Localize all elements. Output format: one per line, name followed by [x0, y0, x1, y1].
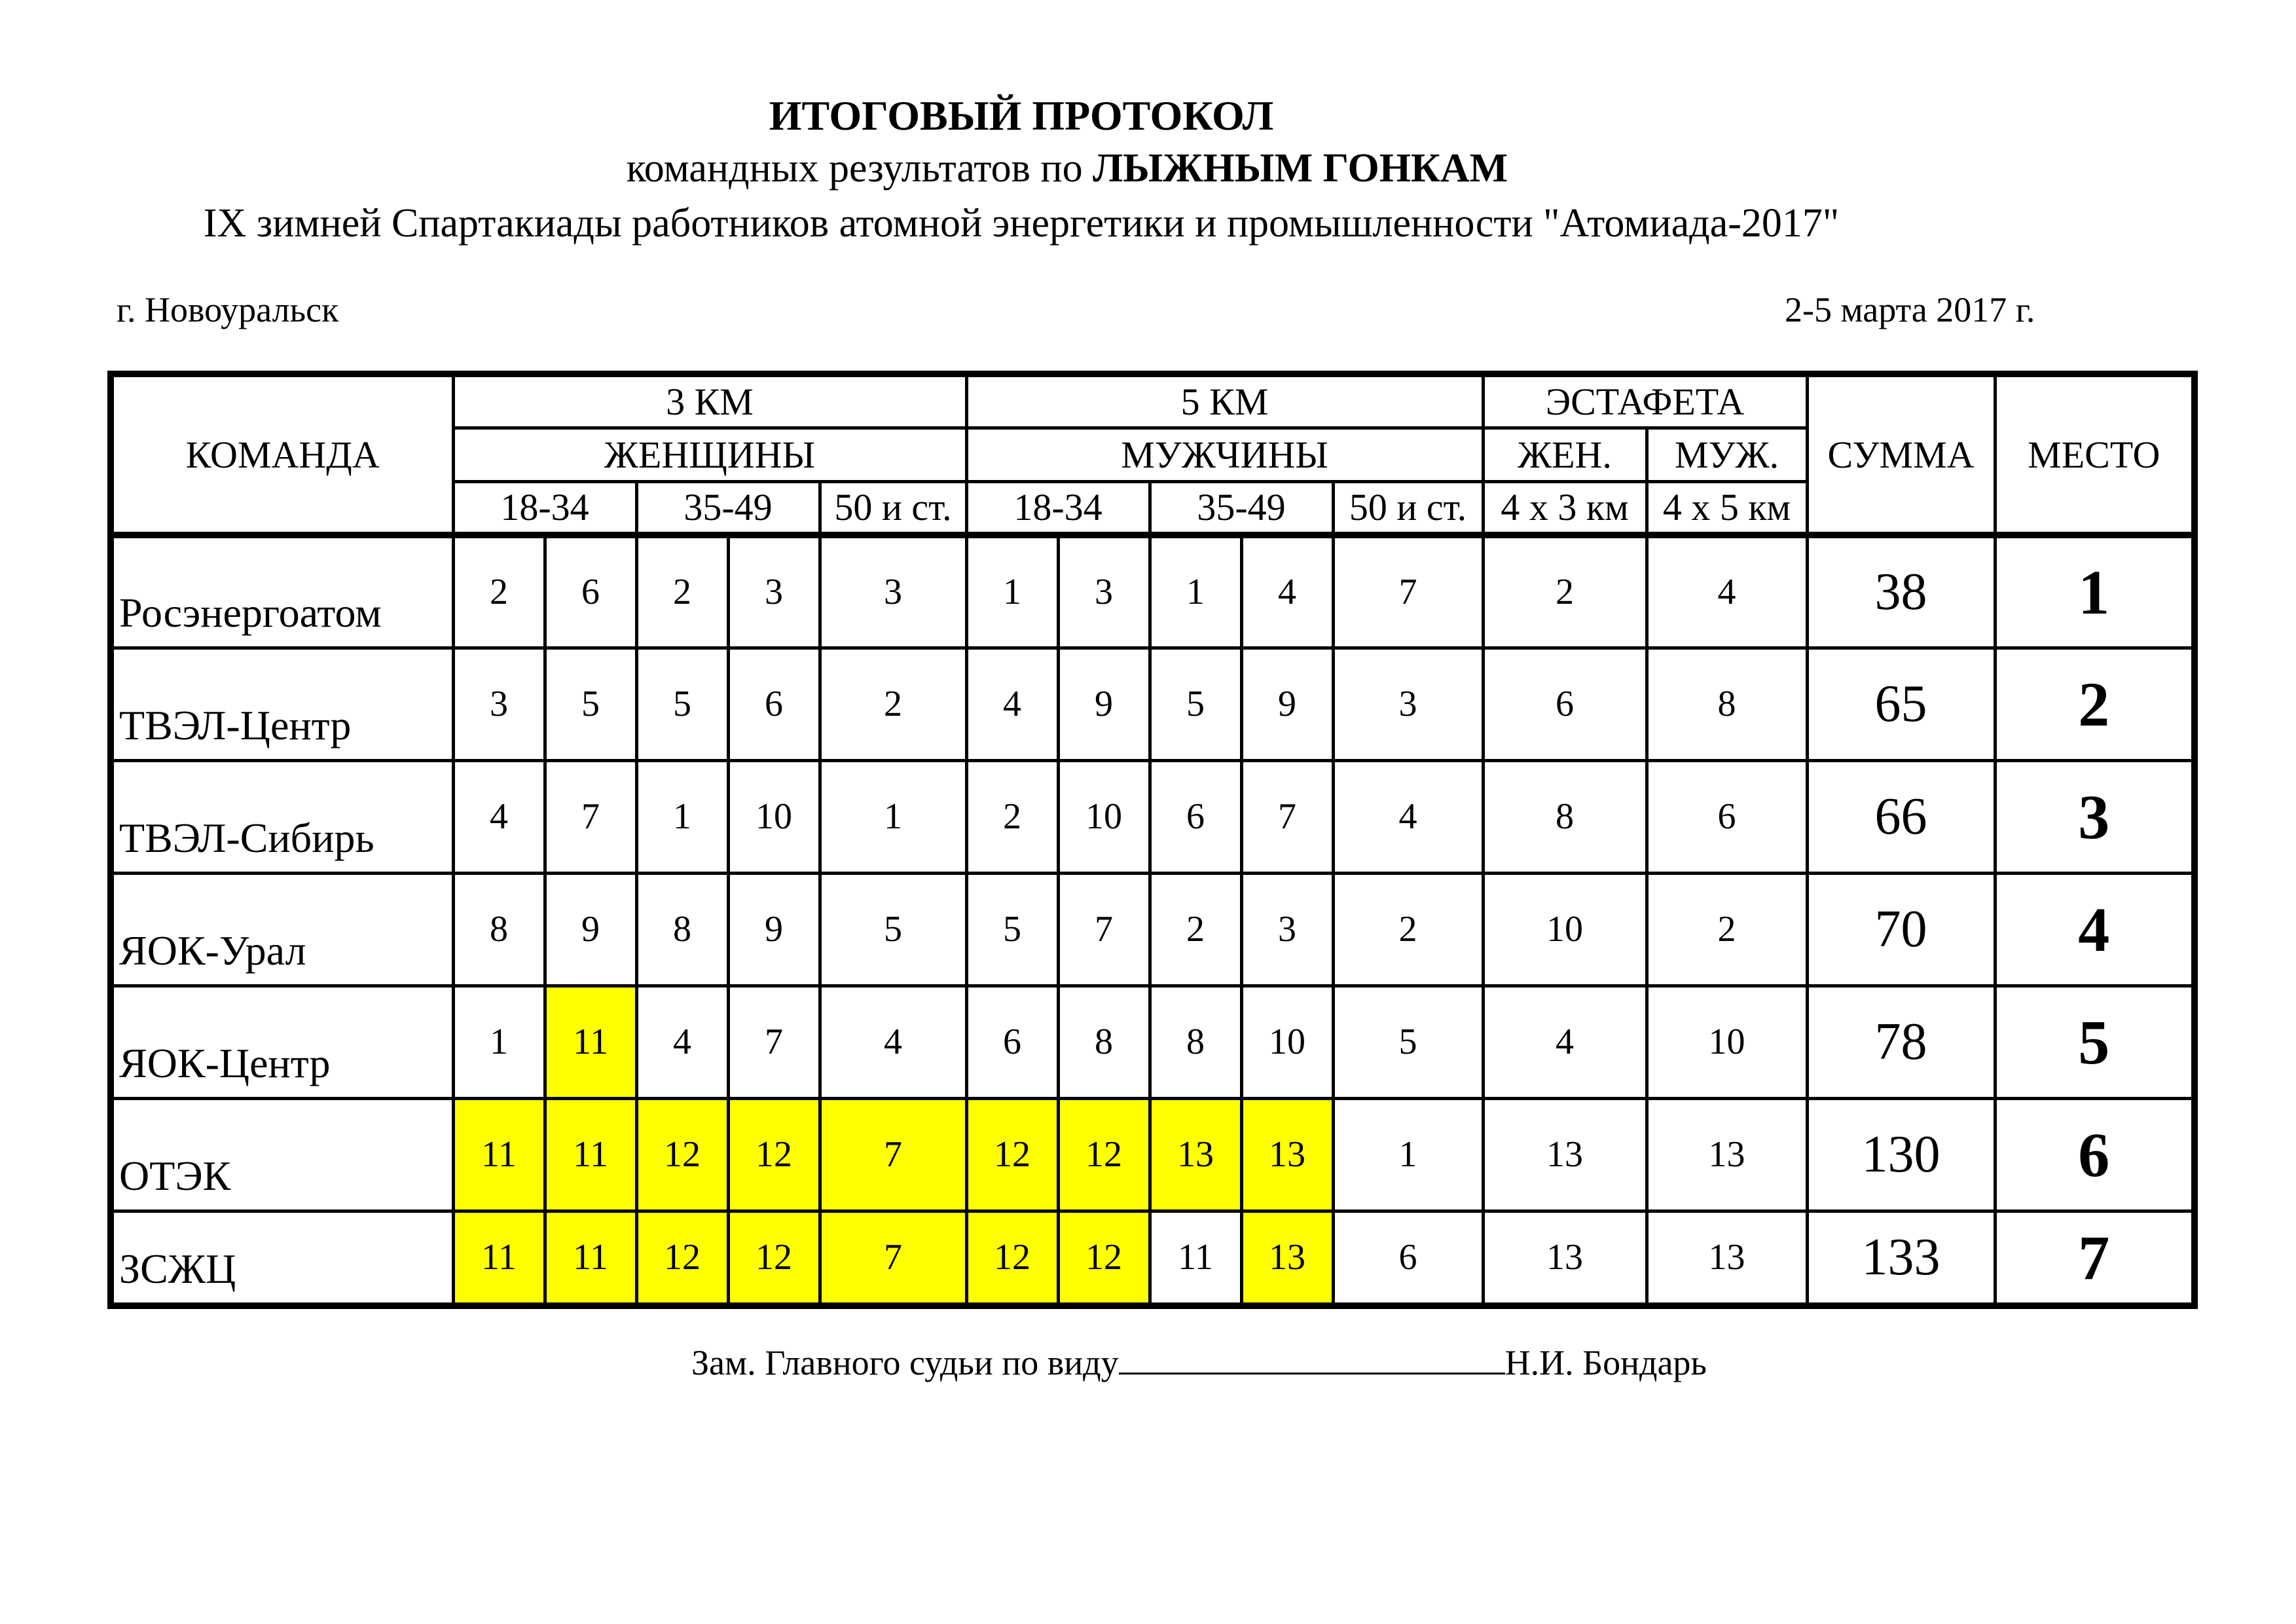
- result-cell: 4: [966, 648, 1058, 760]
- header-sum: СУММА: [1807, 374, 1995, 535]
- result-cell: 4: [1333, 760, 1483, 873]
- header-team: КОМАНДА: [111, 374, 453, 535]
- signature-field: [1119, 1345, 1505, 1375]
- result-cell-highlighted: 11: [453, 1211, 545, 1306]
- result-cell-highlighted: 12: [636, 1098, 728, 1211]
- result-cell: 5: [1150, 648, 1241, 760]
- header-men-50: 50 и ст.: [1333, 481, 1483, 535]
- event-name: IX зимней Спартакиады работников атомной энергетики и промышленности "Атомиада-2017": [203, 201, 1840, 246]
- result-cell: 7: [1058, 873, 1150, 986]
- table-row: [111, 1211, 2195, 1306]
- result-cell: 13: [1647, 1098, 1807, 1211]
- result-cell-highlighted: 12: [966, 1211, 1058, 1306]
- header-women-50: 50 и ст.: [820, 481, 966, 535]
- result-cell: 3: [453, 648, 545, 760]
- sum-cell: 78: [1807, 986, 1995, 1098]
- result-cell: 9: [728, 873, 820, 986]
- result-cell: 13: [1647, 1211, 1807, 1306]
- result-cell-highlighted: 12: [966, 1098, 1058, 1211]
- result-cell: 7: [1241, 760, 1333, 873]
- document-subtitle: [0, 145, 2134, 192]
- header-relay: ЭСТАФЕТА: [1483, 374, 1807, 428]
- result-cell: 10: [1241, 986, 1333, 1098]
- result-cell-highlighted: 13: [1241, 1211, 1333, 1306]
- place-cell: 4: [1995, 873, 2195, 986]
- signature-label: Зам. Главного судьи по виду: [691, 1343, 1119, 1382]
- result-cell: 3: [1241, 873, 1333, 986]
- place-cell: 1: [1995, 535, 2195, 648]
- result-cell: 4: [1241, 535, 1333, 648]
- result-cell-highlighted: 13: [1241, 1098, 1333, 1211]
- signature-name: Н.И. Бондарь: [1504, 1343, 1707, 1382]
- result-cell: 4: [636, 986, 728, 1098]
- result-cell: 10: [1647, 986, 1807, 1098]
- sum-cell: 66: [1807, 760, 1995, 873]
- team-name: ЯОК-Урал: [111, 873, 453, 986]
- header-men-35-49: 35-49: [1150, 481, 1333, 535]
- header-men: МУЖЧИНЫ: [966, 428, 1483, 481]
- subtitle-sport: ЛЫЖНЫМ ГОНКАМ: [1093, 146, 1508, 191]
- result-cell: 9: [545, 873, 636, 986]
- header-place: МЕСТО: [1995, 374, 2195, 535]
- result-cell-highlighted: 13: [1150, 1098, 1241, 1211]
- result-cell: 7: [1333, 535, 1483, 648]
- result-cell: 13: [1483, 1211, 1647, 1306]
- result-cell: 5: [636, 648, 728, 760]
- result-cell: 6: [545, 535, 636, 648]
- result-cell: 2: [1333, 873, 1483, 986]
- place-cell: 6: [1995, 1098, 2195, 1211]
- result-cell: 10: [1058, 760, 1150, 873]
- result-cell: 6: [1150, 760, 1241, 873]
- table-row: [111, 1098, 2195, 1211]
- result-cell: 8: [1647, 648, 1807, 760]
- result-cell: 2: [1150, 873, 1241, 986]
- team-name: ОТЭК: [111, 1098, 453, 1211]
- result-cell: 5: [1333, 986, 1483, 1098]
- result-cell-highlighted: 12: [636, 1211, 728, 1306]
- team-name: ЯОК-Центр: [111, 986, 453, 1098]
- table-row: [111, 648, 2195, 760]
- team-name: ТВЭЛ-Сибирь: [111, 760, 453, 873]
- result-cell: 2: [453, 535, 545, 648]
- table-row: [111, 760, 2195, 873]
- result-cell: 8: [453, 873, 545, 986]
- result-cell-highlighted: 11: [545, 986, 636, 1098]
- header-relay-men-distance: 4 х 5 км: [1647, 481, 1807, 535]
- result-cell: 4: [820, 986, 966, 1098]
- subtitle-prefix: командных результатов по: [626, 146, 1093, 191]
- result-cell: 5: [820, 873, 966, 986]
- header-relay-women-distance: 4 х 3 км: [1483, 481, 1647, 535]
- result-cell: 6: [1483, 648, 1647, 760]
- result-cell: 1: [453, 986, 545, 1098]
- header-row-1: [111, 374, 2195, 428]
- sum-cell: 65: [1807, 648, 1995, 760]
- result-cell-highlighted: 11: [453, 1098, 545, 1211]
- result-cell-highlighted: 12: [728, 1211, 820, 1306]
- header-relay-women: ЖЕН.: [1483, 428, 1647, 481]
- result-cell: 3: [820, 535, 966, 648]
- result-cell: 2: [1483, 535, 1647, 648]
- sum-cell: 130: [1807, 1098, 1995, 1211]
- result-cell: 1: [820, 760, 966, 873]
- sum-cell: 133: [1807, 1211, 1995, 1306]
- table-row: [111, 873, 2195, 986]
- results-table: [107, 371, 2198, 1309]
- signature-line: [691, 1342, 1707, 1383]
- team-name: Росэнергоатом: [111, 535, 453, 648]
- header-3km: 3 КМ: [453, 374, 966, 428]
- result-cell: 9: [1241, 648, 1333, 760]
- result-cell: 5: [966, 873, 1058, 986]
- team-name: ТВЭЛ-Центр: [111, 648, 453, 760]
- result-cell-highlighted: 11: [545, 1098, 636, 1211]
- result-cell: 3: [1058, 535, 1150, 648]
- team-name: ЗСЖЦ: [111, 1211, 453, 1306]
- result-cell: 13: [1483, 1098, 1647, 1211]
- result-cell: 8: [1058, 986, 1150, 1098]
- result-cell: 3: [1333, 648, 1483, 760]
- header-men-18-34: 18-34: [966, 481, 1150, 535]
- place-cell: 5: [1995, 986, 2195, 1098]
- result-cell: 9: [1058, 648, 1150, 760]
- result-cell: 6: [728, 648, 820, 760]
- result-cell: 6: [1647, 760, 1807, 873]
- result-cell: 2: [966, 760, 1058, 873]
- results-table-container: [107, 371, 2198, 1309]
- table-row: [111, 986, 2195, 1098]
- result-cell: 8: [636, 873, 728, 986]
- sum-cell: 70: [1807, 873, 1995, 986]
- result-cell: 10: [728, 760, 820, 873]
- result-cell: 1: [636, 760, 728, 873]
- result-cell: 1: [1333, 1098, 1483, 1211]
- result-cell: 2: [636, 535, 728, 648]
- result-cell: 7: [728, 986, 820, 1098]
- place-cell: 7: [1995, 1211, 2195, 1306]
- result-cell: 4: [453, 760, 545, 873]
- result-cell: 4: [1483, 986, 1647, 1098]
- result-cell-highlighted: 12: [1058, 1211, 1150, 1306]
- header-women-35-49: 35-49: [636, 481, 820, 535]
- place-cell: 3: [1995, 760, 2195, 873]
- result-cell: 6: [966, 986, 1058, 1098]
- header-women: ЖЕНЩИНЫ: [453, 428, 966, 481]
- place-cell: 2: [1995, 648, 2195, 760]
- result-cell-highlighted: 12: [1058, 1098, 1150, 1211]
- document-title: ИТОГОВЫЙ ПРОТОКОЛ: [769, 92, 1274, 139]
- result-cell: 2: [820, 648, 966, 760]
- result-cell: 6: [1333, 1211, 1483, 1306]
- header-relay-men: МУЖ.: [1647, 428, 1807, 481]
- result-cell: 1: [966, 535, 1058, 648]
- sum-cell: 38: [1807, 535, 1995, 648]
- result-cell-highlighted: 11: [545, 1211, 636, 1306]
- result-cell: 11: [1150, 1211, 1241, 1306]
- city: г. Новоуральск: [117, 290, 339, 329]
- event-dates: 2-5 марта 2017 г.: [1785, 290, 2035, 329]
- result-cell: 8: [1483, 760, 1647, 873]
- result-cell-highlighted: 7: [820, 1098, 966, 1211]
- table-row: [111, 535, 2195, 648]
- result-cell: 5: [545, 648, 636, 760]
- result-cell: 3: [728, 535, 820, 648]
- result-cell: 2: [1647, 873, 1807, 986]
- result-cell: 4: [1647, 535, 1807, 648]
- result-cell: 8: [1150, 986, 1241, 1098]
- result-cell: 10: [1483, 873, 1647, 986]
- result-cell-highlighted: 7: [820, 1211, 966, 1306]
- result-cell: 7: [545, 760, 636, 873]
- result-cell-highlighted: 12: [728, 1098, 820, 1211]
- result-cell: 1: [1150, 535, 1241, 648]
- header-5km: 5 КМ: [966, 374, 1483, 428]
- header-women-18-34: 18-34: [453, 481, 636, 535]
